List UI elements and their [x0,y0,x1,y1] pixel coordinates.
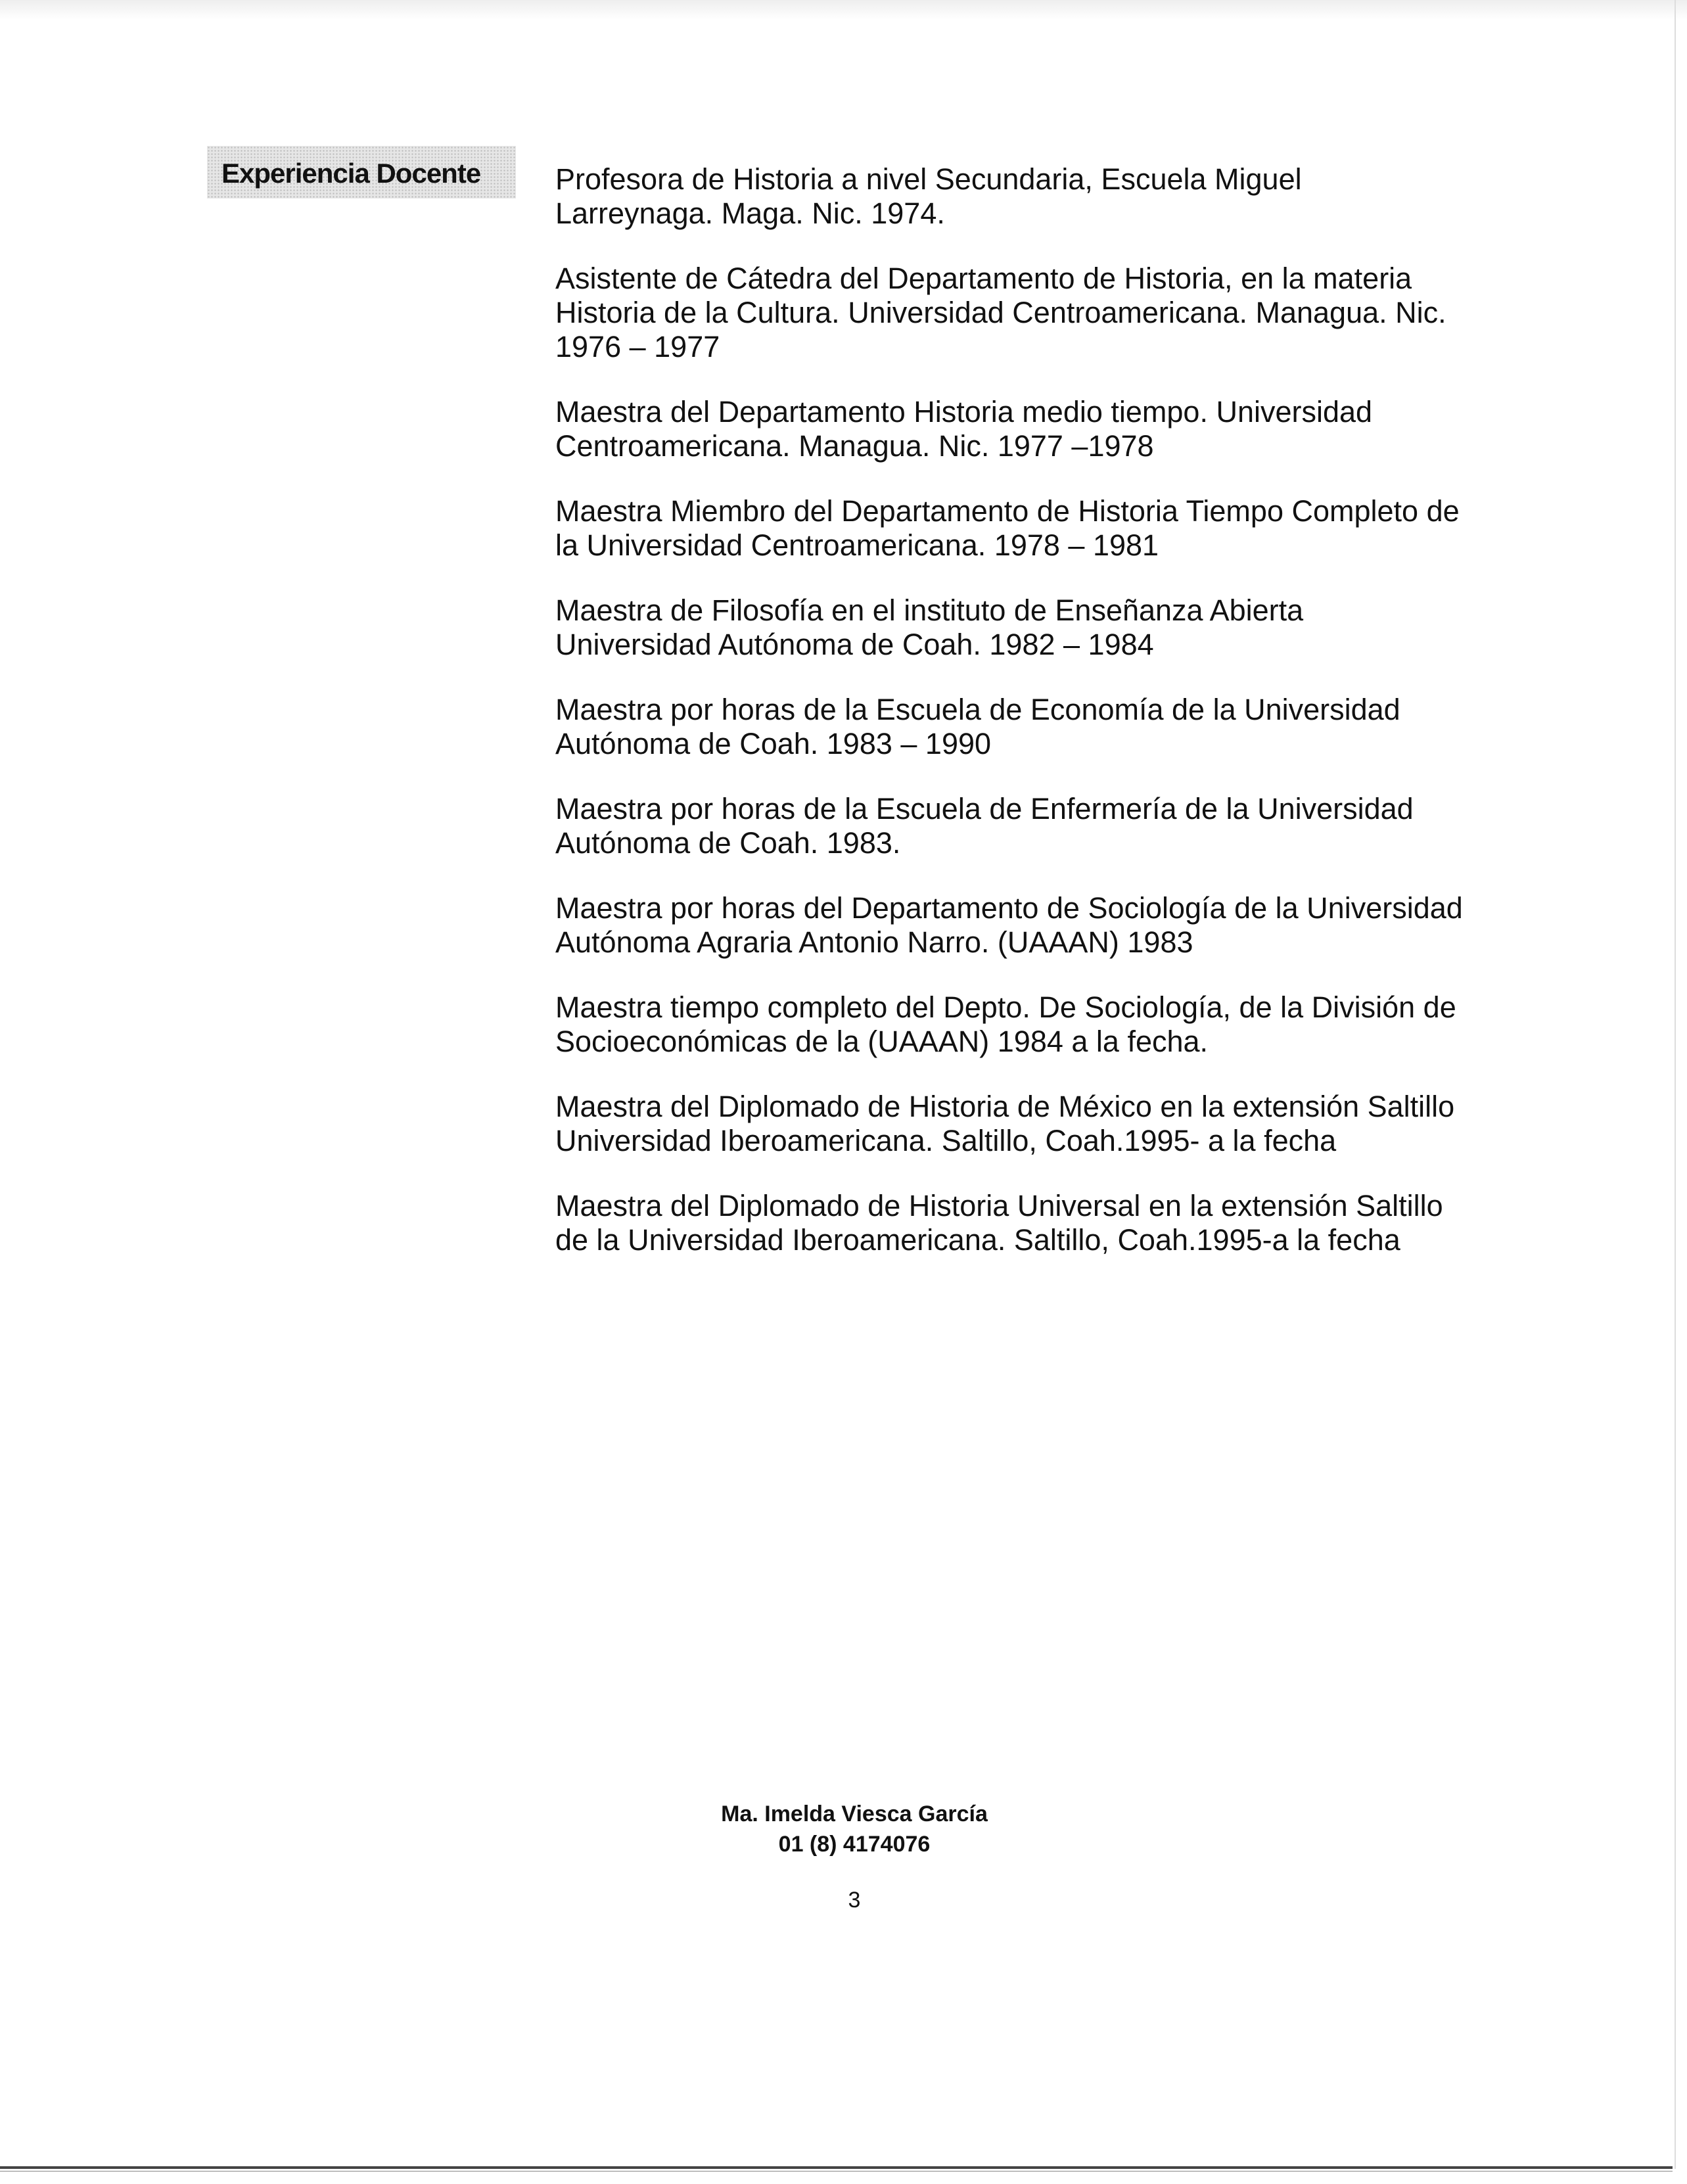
bottom-divider-thin [0,2171,1673,2172]
section-label-experiencia-docente: Experiencia Docente [207,146,516,198]
experience-entry: Maestra por horas del Departamento de Sociología de la Universidad Autónoma Agraria Antonio Narro. (UAAAN) 1983 [555,891,1463,959]
footer-name: Ma. Imelda Viesca García [721,1801,988,1826]
experience-entry: Maestra del Diplomado de Historia Universal en la extensión Saltillo de la Universidad Iberoamericana. Saltillo, Coah.1995-a la fecha [555,1189,1443,1257]
scan-top-shade [0,0,1687,20]
teaching-experience-list [555,162,1508,1288]
bottom-divider [0,2166,1673,2169]
experience-entry: Maestra de Filosofía en el instituto de Enseñanza Abierta Universidad Autónoma de Coah. 1982 – 1984 [555,593,1304,661]
experience-entry: Asistente de Cátedra del Departamento de Historia, en la materia Historia de la Cultura. Universidad Centroamericana. Managua. Nic. 1976 – 1977 [555,262,1446,363]
page-number: 3 [848,1888,861,1913]
experience-entry: Maestra por horas de la Escuela de Enfermería de la Universidad Autónoma de Coah. 1983. [555,792,1414,860]
experience-entry: Maestra Miembro del Departamento de Historia Tiempo Completo de la Universidad Centroamericana. 1978 – 1981 [555,494,1460,562]
footer-phone: 01 (8) 4174076 [778,1832,931,1857]
experience-entry: Maestra del Diplomado de Historia de México en la extensión Saltillo Universidad Iberoamericana. Saltillo, Coah.1995- a la fecha [555,1090,1455,1157]
experience-entry: Maestra del Departamento Historia medio tiempo. Universidad Centroamericana. Managua. Nic. 1977 –1978 [555,395,1373,463]
experience-entry: Profesora de Historia a nivel Secundaria, Escuela Miguel Larreynaga. Maga. Nic. 1974. [555,162,1302,230]
experience-entry: Maestra tiempo completo del Depto. De Sociología, de la División de Socioeconómicas de la (UAAAN) 1984 a la fecha. [555,990,1456,1058]
experience-entry: Maestra por horas de la Escuela de Economía de la Universidad Autónoma de Coah. 1983 – 1990 [555,693,1400,760]
